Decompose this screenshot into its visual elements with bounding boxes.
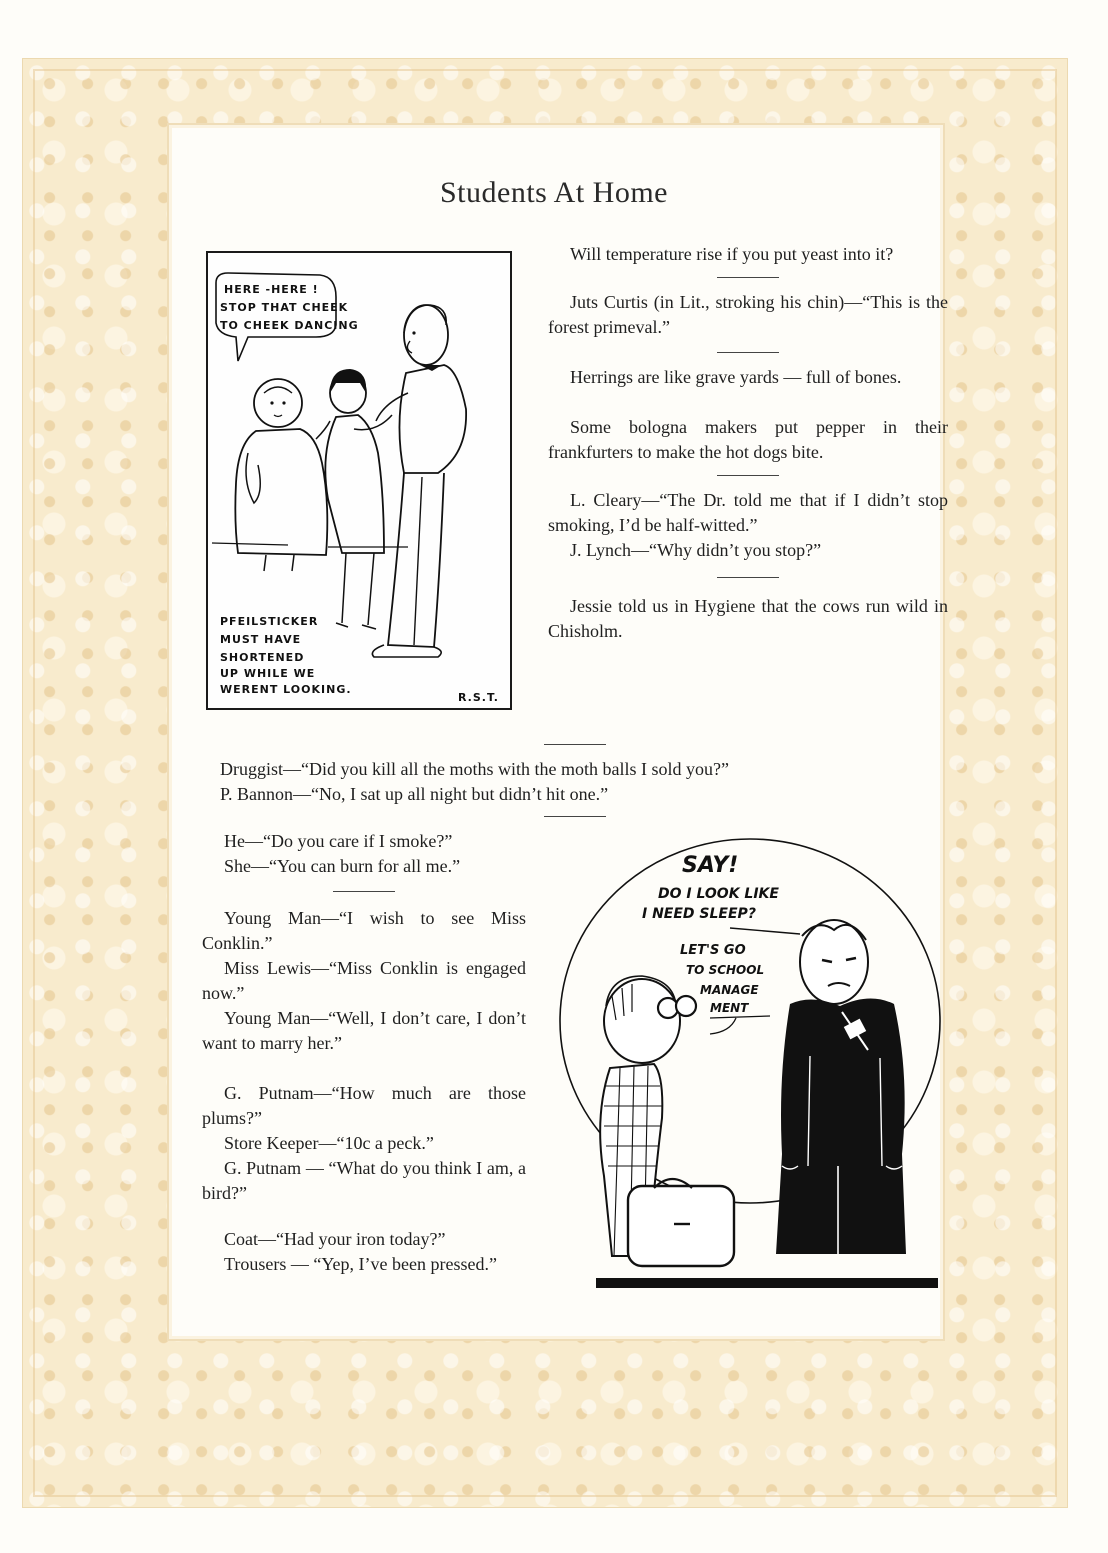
bubble-line-2: STOP THAT CHEEK <box>220 301 349 314</box>
artist-signature: R.S.T. <box>458 691 499 704</box>
caption-line-4: UP WHILE WE <box>220 667 316 680</box>
caption-line-2: MUST HAVE <box>220 633 302 646</box>
joke-cows: Jessie told us in Hygiene that the cows run wild in Chisholm. <box>548 596 948 641</box>
caption-line-5: WERENT LOOKING. <box>220 683 352 696</box>
bubble-sleep-line-2: I NEED SLEEP? <box>642 906 756 922</box>
bubble-line-1: HERE -HERE ! <box>224 283 319 296</box>
joke-forest: Juts Curtis (in Lit., stroking his chin)—“This is the forest primeval.” <box>548 292 948 337</box>
bubble-sleep-line-1: DO I LOOK LIKE <box>658 886 779 902</box>
caption-line-3: SHORTENED <box>220 651 305 664</box>
joke-plums: G. Putnam—“How much are those plums?” Store Keeper—“10c a peck.” G. Putnam — “What do you think I am, a bird?” <box>202 1083 526 1203</box>
reply-line-1: LET'S GO <box>680 943 746 958</box>
joke-yeast: Will temperature rise if you put yeast into it? <box>570 244 894 264</box>
joke-smoke: He—“Do you care if I smoke?” She—“You can burn for all me.” <box>224 831 461 876</box>
bubble-line-3: TO CHEEK DANCING <box>220 319 359 332</box>
bubble-say: SAY! <box>682 853 739 878</box>
page-title: Students At Home <box>439 176 668 209</box>
caption-line-1: PFEILSTICKER <box>220 615 319 628</box>
dance-cartoon-drawing <box>208 253 510 708</box>
joke-druggist: Druggist—“Did you kill all the moths with the moth balls I sold you?” P. Bannon—“No, I sat up all night but didn’t hit one.” <box>220 759 729 804</box>
sleep-cartoon-drawing <box>550 836 950 1306</box>
joke-herrings: Herrings are like grave yards — full of bones. <box>570 367 902 387</box>
sleep-cartoon <box>550 836 950 1306</box>
reply-line-2: TO SCHOOL <box>686 963 765 977</box>
left-column-jokes <box>202 829 526 1277</box>
reply-line-4: MENT <box>710 1001 749 1015</box>
joke-bologna: Some bologna makers put pepper in their frankfurters to make the hot dogs bite. <box>548 417 948 462</box>
joke-conklin: Young Man—“I wish to see Miss Conklin.” Miss Lewis—“Miss Conklin is engaged now.” Young Man—“Well, I don’t care, I don’t want to marry her.” <box>202 908 526 1053</box>
joke-pressed: Coat—“Had your iron today?” Trousers — “Yep, I’ve been pressed.” <box>224 1229 497 1274</box>
joke-cleary: L. Cleary—“The Dr. told me that if I didn’t stop smoking, I’d be half-witted.” J. Lynch—“Why didn’t you stop?” <box>548 490 948 560</box>
dance-cartoon <box>206 251 512 710</box>
right-column-jokes <box>548 242 948 644</box>
reply-line-3: MANAGE <box>700 983 759 997</box>
